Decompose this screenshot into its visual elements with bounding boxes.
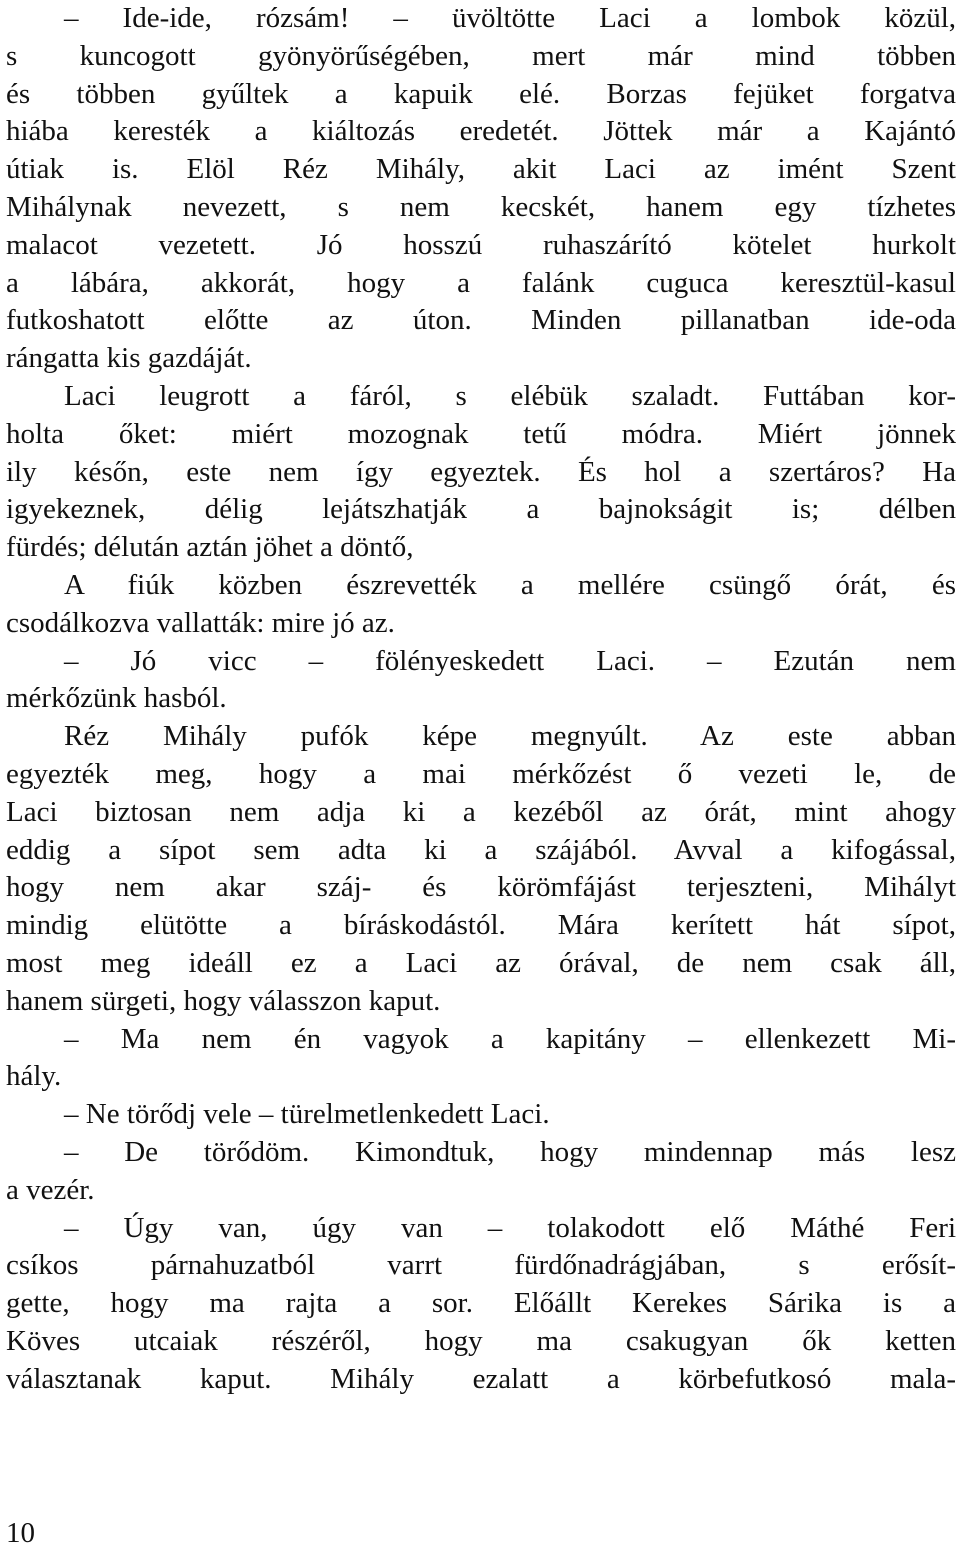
text-line: Laci biztosan nem adja ki a kezéből az órát, mint ahogy: [6, 795, 956, 828]
text-line: holta őket: miért mozognak tetű módra. Miért jönnek: [6, 417, 956, 450]
text-line: Laci leugrott a fáról, s elébük szaladt. Futtában kor-: [64, 379, 956, 412]
text-line: – Ma nem én vagyok a kapitány – ellenkezett Mi-: [64, 1022, 956, 1055]
text-line: Köves utcaiak részéről, hogy ma csakugyan ők ketten: [6, 1324, 956, 1357]
text-line: Mihálynak nevezett, s nem kecskét, hanem egy tízhetes: [6, 190, 956, 223]
text-line: igyekeznek, délig lejátszhatják a bajnokságit is; délben: [6, 493, 956, 526]
text-line: – Úgy van, úgy van – tolakodott elő Máthé Feri: [64, 1211, 956, 1244]
text-line: futkoshatott előtte az úton. Minden pillanatban ide-oda: [6, 304, 956, 337]
text-line: hiába keresték a kiáltozás eredetét. Jöttek már a Kajántó: [6, 115, 956, 148]
text-line: – De törődöm. Kimondtuk, hogy mindennap más lesz: [64, 1135, 956, 1168]
text-line: rángatta kis gazdáját.: [6, 342, 252, 375]
text-line: A fiúk közben észrevették a mellére csüngő órát, és: [64, 568, 956, 601]
text-line: és többen gyűltek a kapuik elé. Borzas fejüket forgatva: [6, 77, 956, 110]
text-line: a lábára, akkorát, hogy a falánk cuguca keresztül-kasul: [6, 266, 956, 299]
text-line: eddig a sípot sem adta ki a szájából. Avval a kifogással,: [6, 833, 956, 866]
text-line: – Ide-ide, rózsám! – üvöltötte Laci a lombok közül,: [64, 2, 956, 34]
text-line: most meg ideáll ez a Laci az órával, de nem csak áll,: [6, 946, 956, 979]
text-line: a vezér.: [6, 1173, 95, 1206]
text-line: – Jó vicc – fölényeskedett Laci. – Ezután nem: [64, 644, 956, 677]
text-line: Réz Mihály pufók képe megnyúlt. Az este abban: [64, 720, 956, 753]
text-line: – Ne törődj vele – türelmetlenkedett Laci.: [64, 1098, 550, 1131]
text-line: mindig elütötte a bíráskodástól. Mára kerített hát sípot,: [6, 909, 956, 942]
page-number: 10: [6, 1517, 35, 1549]
text-line: hály.: [6, 1060, 62, 1093]
text-line: s kuncogott gyönyörűségében, mert már mind többen: [6, 39, 956, 72]
text-line: malacot vezetett. Jó hosszú ruhaszárító kötelet hurkolt: [6, 228, 956, 261]
text-line: csíkos párnahuzatból varrt fürdőnadrágjában, s erősít-: [6, 1249, 956, 1282]
text-line: hanem sürgeti, hogy válasszon kaput.: [6, 984, 441, 1017]
text-line: ily későn, este nem így egyeztek. És hol a szertáros? Ha: [6, 455, 956, 488]
text-line: útiak is. Elöl Réz Mihály, akit Laci az imént Szent: [6, 153, 956, 186]
text-line: hogy nem akar száj- és körömfájást terjeszteni, Mihályt: [6, 871, 956, 904]
text-line: gette, hogy ma rajta a sor. Előállt Kerekes Sárika is a: [6, 1287, 956, 1320]
page-text: [6, 0, 956, 1398]
text-line: fürdés; délután aztán jöhet a döntő,: [6, 531, 414, 564]
text-line: mérkőzünk hasból.: [6, 682, 227, 715]
text-line: csodálkozva vallatták: mire jó az.: [6, 606, 395, 639]
text-line: választanak kaput. Mihály ezalatt a körbefutkosó mala-: [6, 1362, 956, 1395]
text-line: egyezték meg, hogy a mai mérkőzést ő vezeti le, de: [6, 757, 956, 790]
